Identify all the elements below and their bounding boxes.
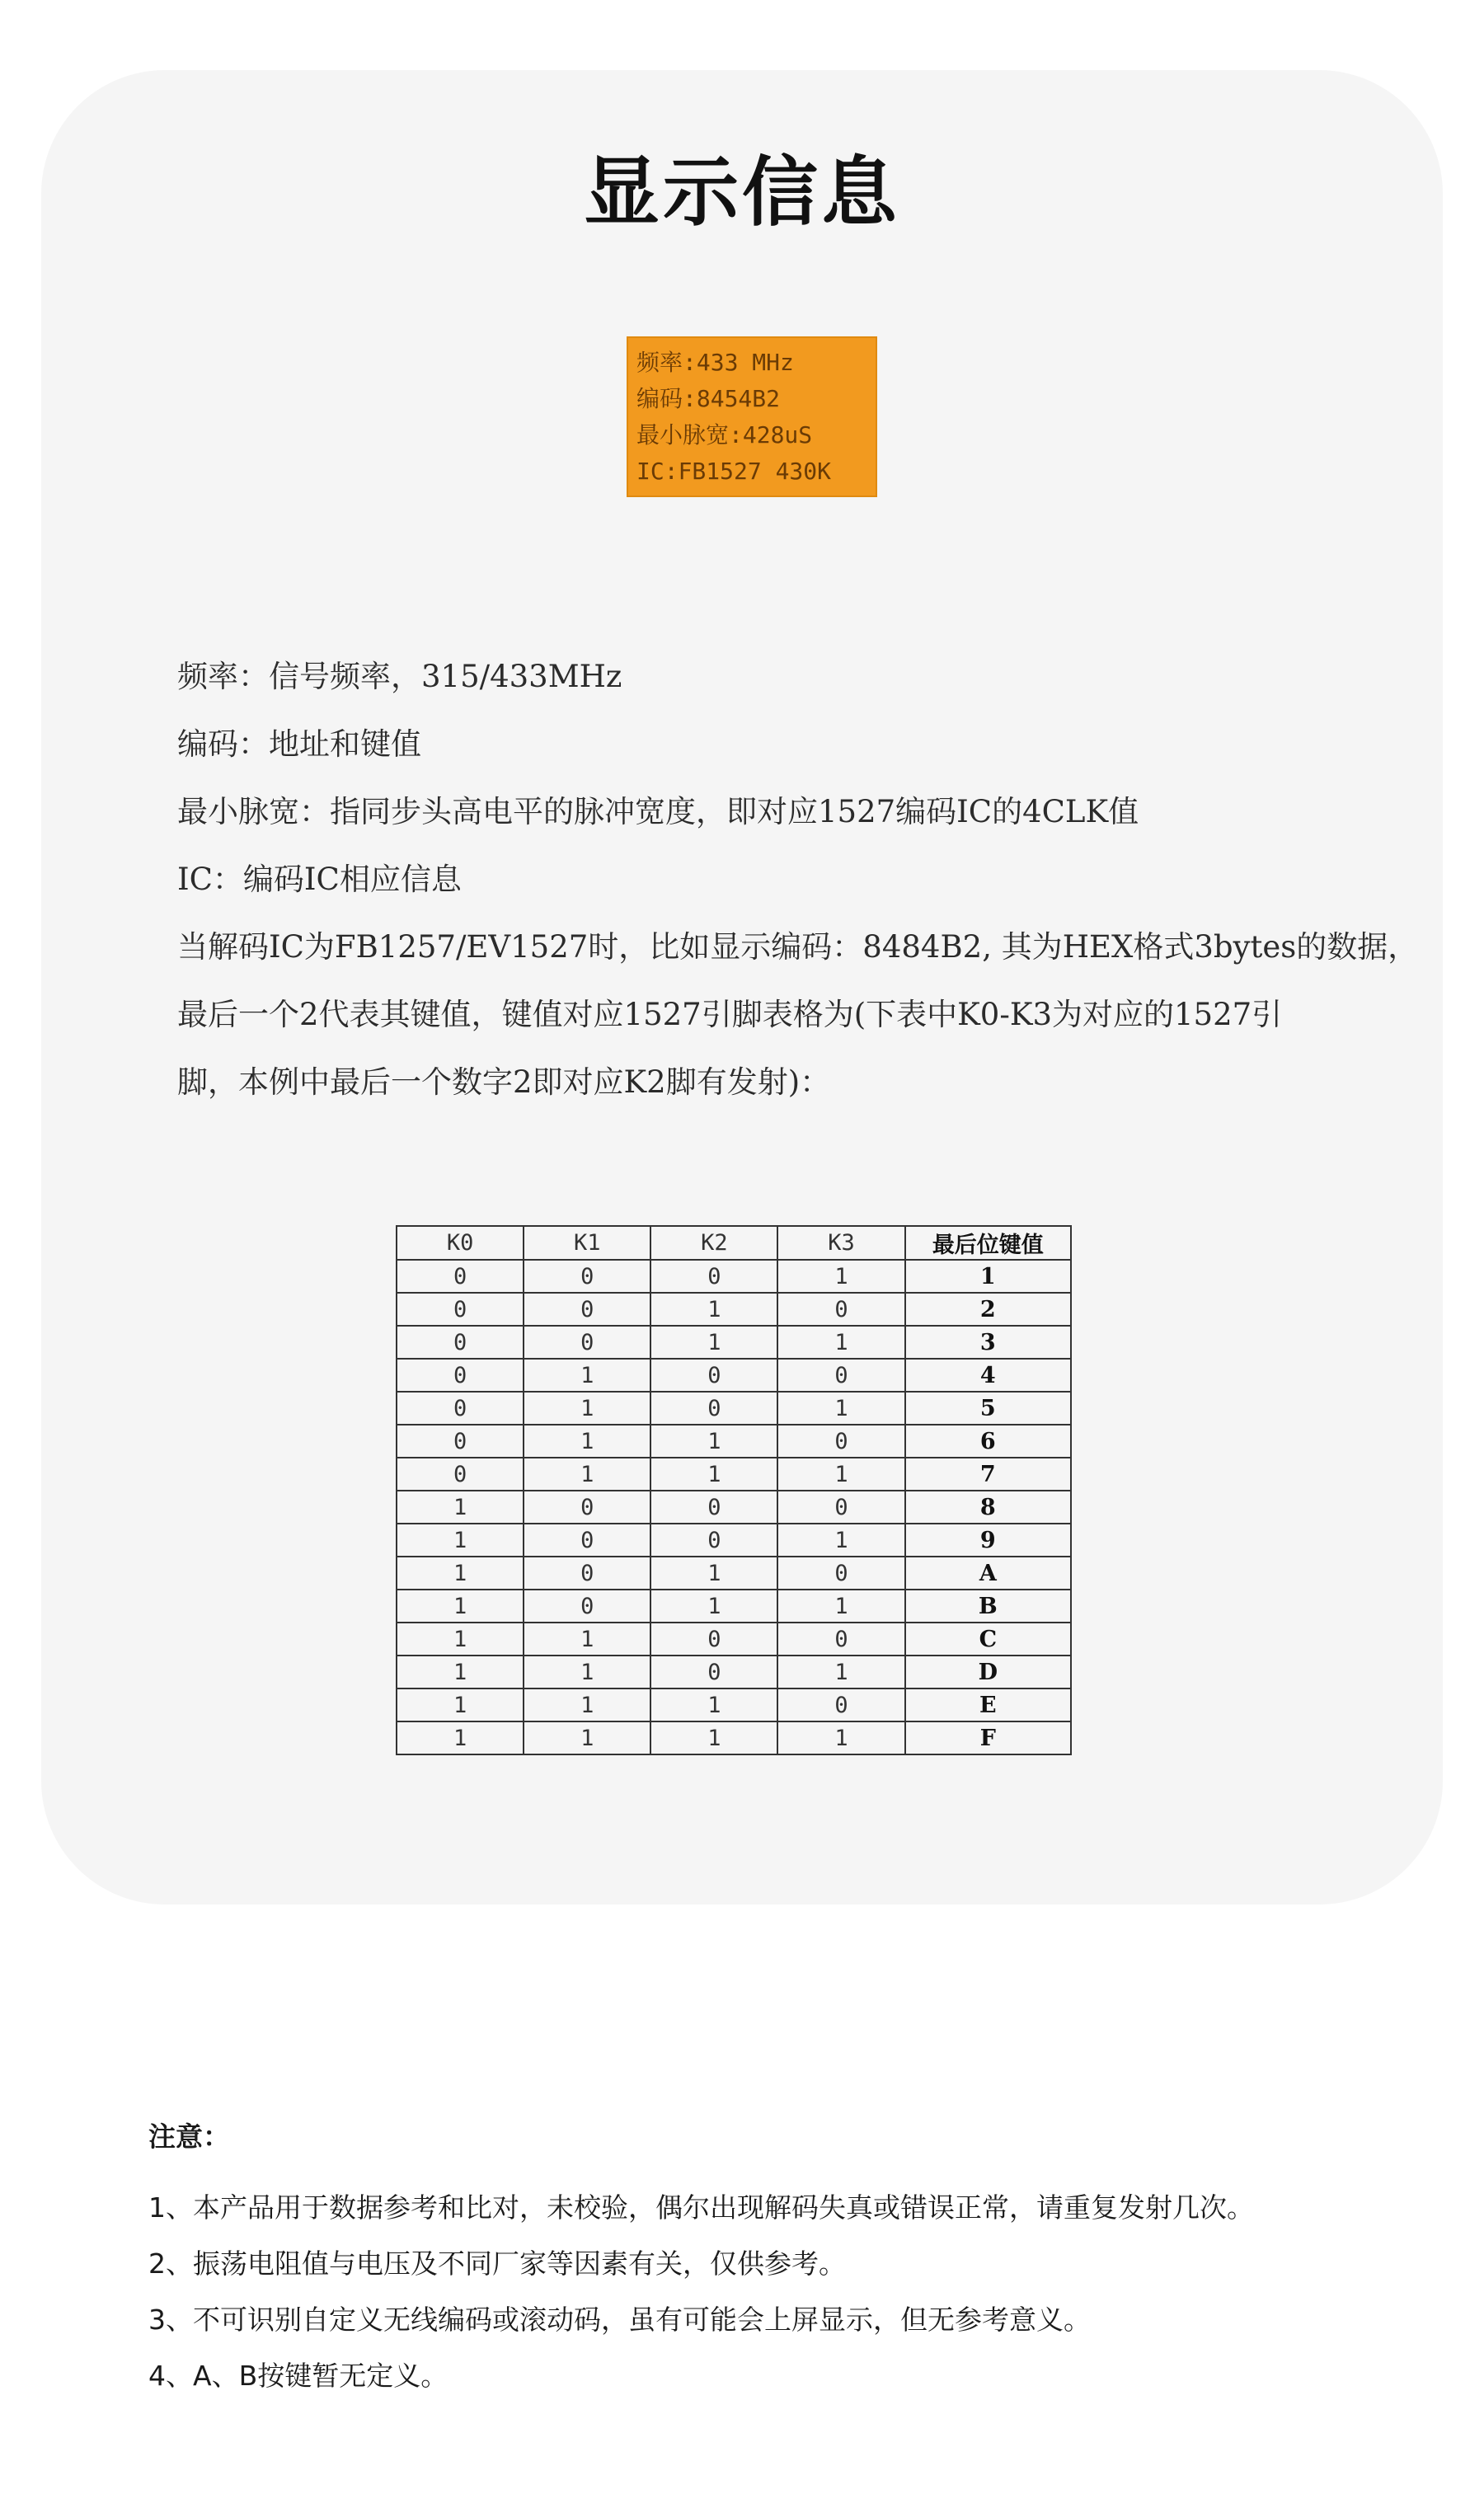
table-row	[397, 1590, 1071, 1623]
header-k3: K3	[777, 1226, 904, 1260]
key-value-table	[396, 1225, 1072, 1755]
table-cell-k0: 0	[397, 1293, 524, 1326]
table-row	[397, 1688, 1071, 1721]
table-cell-key-value: 8	[905, 1491, 1071, 1524]
table-cell-key-value: 5	[905, 1392, 1071, 1425]
table-cell-k0: 0	[397, 1392, 524, 1425]
table-cell-k1: 0	[524, 1491, 650, 1524]
notes-title: 注意：	[148, 2121, 230, 2153]
lcd-line-frequency: 频率:433 MHz	[636, 349, 794, 376]
table-cell-k3: 1	[777, 1721, 904, 1754]
table-cell-key-value: 6	[905, 1425, 1071, 1458]
table-cell-k0: 1	[397, 1491, 524, 1524]
table-cell-k0: 1	[397, 1656, 524, 1688]
table-cell-k0: 1	[397, 1623, 524, 1656]
table-cell-k2: 0	[650, 1524, 777, 1557]
page-title: 显示信息	[583, 148, 900, 237]
lcd-line-code: 编码:8454B2	[636, 385, 781, 412]
table-cell-k2: 1	[650, 1458, 777, 1491]
header-k1: K1	[524, 1226, 650, 1260]
table-cell-key-value: 9	[905, 1524, 1071, 1557]
description-line: 脚，本例中最后一个数字2即对应K2脚有发射)：	[177, 1064, 831, 1100]
table-row	[397, 1491, 1071, 1524]
table-cell-k3: 0	[777, 1359, 904, 1392]
table-cell-key-value: C	[905, 1623, 1071, 1656]
table-cell-key-value: E	[905, 1688, 1071, 1721]
table-cell-k3: 0	[777, 1491, 904, 1524]
table-cell-k1: 1	[524, 1688, 650, 1721]
table-row	[397, 1524, 1071, 1557]
table-cell-key-value: 7	[905, 1458, 1071, 1491]
table-row	[397, 1359, 1071, 1392]
table-cell-key-value: F	[905, 1721, 1071, 1754]
table-cell-k1: 1	[524, 1623, 650, 1656]
table-row	[397, 1656, 1071, 1688]
notes	[148, 2109, 1385, 2404]
description-line: 最后一个2代表其键值，键值对应1527引脚表格为(下表中K0-K3为对应的1527引	[177, 997, 1283, 1032]
table-cell-k0: 1	[397, 1557, 524, 1590]
table-body	[397, 1260, 1071, 1754]
table-cell-k2: 1	[650, 1293, 777, 1326]
table-cell-k3: 1	[777, 1392, 904, 1425]
table-cell-k0: 0	[397, 1326, 524, 1359]
table-cell-k2: 1	[650, 1326, 777, 1359]
table-row	[397, 1458, 1071, 1491]
table-cell-k0: 1	[397, 1590, 524, 1623]
description-line: 编码：地址和键值	[177, 726, 421, 762]
description-line: IC：编码IC相应信息	[177, 862, 462, 897]
table-cell-k3: 0	[777, 1688, 904, 1721]
lcd-line-ic: IC:FB1527 430K	[636, 458, 832, 485]
table-cell-k1: 1	[524, 1392, 650, 1425]
table-cell-k2: 1	[650, 1688, 777, 1721]
table-cell-k0: 0	[397, 1359, 524, 1392]
table-cell-k0: 1	[397, 1721, 524, 1754]
table-cell-key-value: 4	[905, 1359, 1071, 1392]
table-cell-k3: 0	[777, 1557, 904, 1590]
description	[177, 643, 1419, 1116]
table-cell-k2: 0	[650, 1491, 777, 1524]
table-cell-k2: 1	[650, 1425, 777, 1458]
header-key-value: 最后位键值	[905, 1226, 1071, 1260]
note-item: 4、A、B按键暂无定义。	[148, 2360, 448, 2392]
table-cell-key-value: B	[905, 1590, 1071, 1623]
table-cell-k1: 1	[524, 1458, 650, 1491]
table-cell-k3: 1	[777, 1590, 904, 1623]
table-row	[397, 1260, 1071, 1293]
table-cell-k3: 1	[777, 1260, 904, 1293]
header-k2: K2	[650, 1226, 777, 1260]
table-row	[397, 1326, 1071, 1359]
header-k0: K0	[397, 1226, 524, 1260]
table-cell-k2: 0	[650, 1392, 777, 1425]
table-cell-key-value: 3	[905, 1326, 1071, 1359]
table-cell-k0: 1	[397, 1688, 524, 1721]
table-row	[397, 1392, 1071, 1425]
table-cell-key-value: 1	[905, 1260, 1071, 1293]
note-item: 2、振荡电阻值与电压及不同厂家等因素有关，仅供参考。	[148, 2247, 846, 2280]
table-cell-k0: 0	[397, 1458, 524, 1491]
table-cell-k3: 1	[777, 1656, 904, 1688]
table-cell-k2: 1	[650, 1590, 777, 1623]
table-row	[397, 1623, 1071, 1656]
table-cell-k0: 1	[397, 1524, 524, 1557]
description-line: 频率：信号频率，315/433MHz	[177, 659, 622, 694]
table-cell-k2: 0	[650, 1260, 777, 1293]
table-cell-k1: 0	[524, 1326, 650, 1359]
table-cell-k2: 0	[650, 1623, 777, 1656]
table-cell-k1: 1	[524, 1425, 650, 1458]
table-cell-key-value: A	[905, 1557, 1071, 1590]
table-cell-k3: 0	[777, 1623, 904, 1656]
table-cell-k2: 1	[650, 1557, 777, 1590]
table-cell-k2: 0	[650, 1359, 777, 1392]
table-cell-k1: 1	[524, 1721, 650, 1754]
table-row	[397, 1293, 1071, 1326]
table-row	[397, 1425, 1071, 1458]
table-header-row	[397, 1226, 1071, 1260]
table-cell-k1: 1	[524, 1656, 650, 1688]
table-cell-k3: 0	[777, 1425, 904, 1458]
note-item: 3、不可识别自定义无线编码或滚动码，虽有可能会上屏显示，但无参考意义。	[148, 2304, 1091, 2336]
table-cell-k1: 0	[524, 1293, 650, 1326]
table-cell-k3: 1	[777, 1326, 904, 1359]
table-row	[397, 1721, 1071, 1754]
table-cell-k3: 0	[777, 1293, 904, 1326]
table-cell-k0: 0	[397, 1260, 524, 1293]
table-cell-k2: 0	[650, 1656, 777, 1688]
table-cell-k1: 0	[524, 1557, 650, 1590]
table-cell-key-value: D	[905, 1656, 1071, 1688]
table-cell-k2: 1	[650, 1721, 777, 1754]
table-row	[397, 1557, 1071, 1590]
note-item: 1、本产品用于数据参考和比对，未校验，偶尔出现解码失真或错误正常，请重复发射几次。	[148, 2191, 1254, 2224]
description-line: 最小脉宽：指同步头高电平的脉冲宽度，即对应1527编码IC的4CLK值	[177, 794, 1139, 829]
table-cell-k1: 1	[524, 1359, 650, 1392]
table-cell-k1: 0	[524, 1590, 650, 1623]
table-cell-k3: 1	[777, 1524, 904, 1557]
table-cell-k3: 1	[777, 1458, 904, 1491]
table-cell-key-value: 2	[905, 1293, 1071, 1326]
lcd-line-pulse-width: 最小脉宽:428uS	[636, 421, 813, 449]
lcd-display	[627, 336, 877, 497]
table-cell-k1: 0	[524, 1260, 650, 1293]
description-line: 当解码IC为FB1257/EV1527时，比如显示编码：8484B2, 其为HEX格式3bytes的数据，	[177, 929, 1419, 965]
table-cell-k0: 0	[397, 1425, 524, 1458]
table-cell-k1: 0	[524, 1524, 650, 1557]
